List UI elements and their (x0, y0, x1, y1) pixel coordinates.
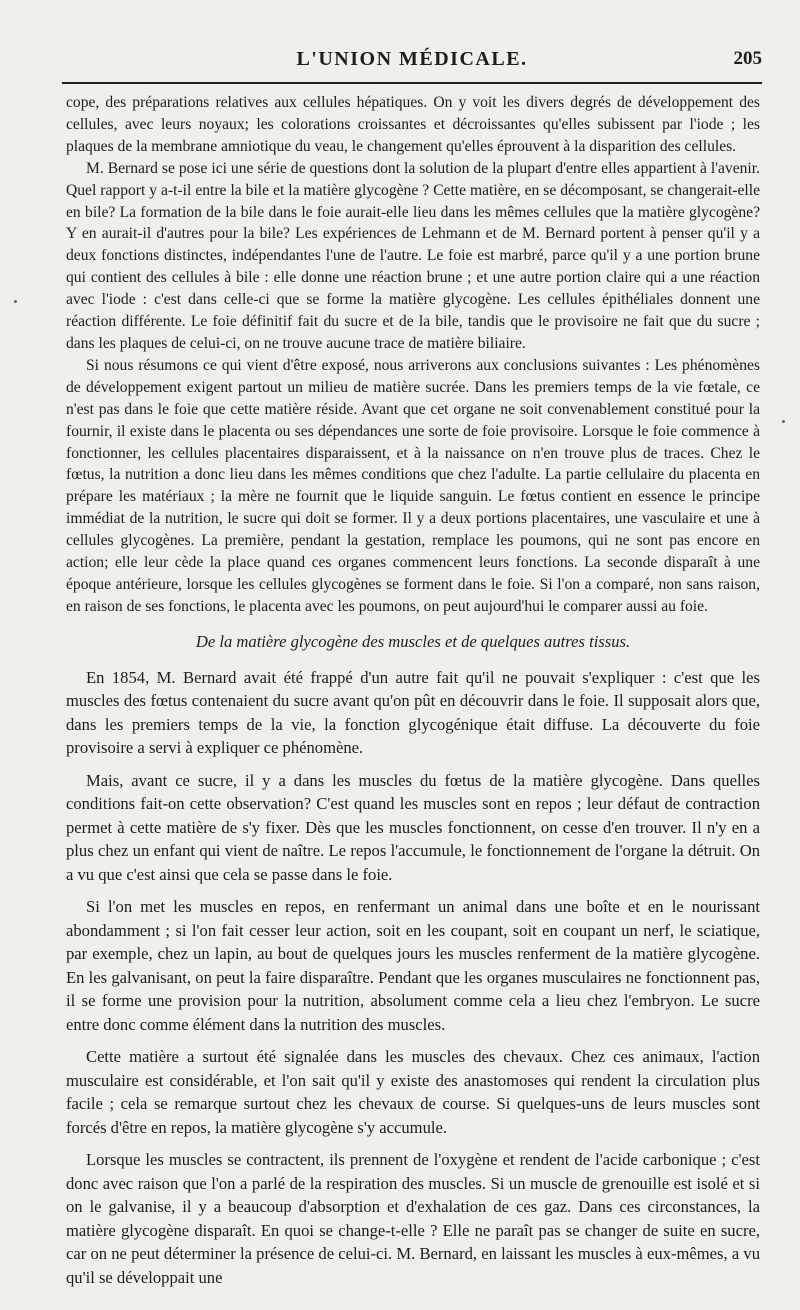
paragraph-muscles-en-repos: Si l'on met les muscles en repos, en renfermant un animal dans une boîte et en le nourissant abondamment ; si l'on fait cesser leur action, soit en les coupant, soit en coupant un nerf, le sciatique, par exemple, chez un lapin, au bout de quelques jours les muscles renferment de la matière glycogène. En les galvanisant, on peut la faire disparaître. Pendant que les organes musculaires ne fonctionnent pas, il se forme une provision pour la nutrition, absolument comme cela a lieu chez l'embryon. Le sucre entre donc comme élément dans la nutrition des muscles. (66, 897, 760, 1034)
paragraph-muscle-respiration: Lorsque les muscles se contractent, ils prennent de l'oxygène et rendent de l'acide carbonique ; c'est donc avec raison que l'on a parlé de la respiration des muscles. Si un muscle de grenouille est isolé et si on le galvanise, il y a beaucoup d'absorption et d'exhalation de ces gaz. Dans ces circonstances, la matière glycogène disparaît. En quoi se change-t-elle ? Elle ne paraît pas se changer de suite en sucre, car on ne peut déterminer la présence de celui-ci. M. Bernard, en laissant les muscles à eux-mêmes, a vu qu'il se développait une (66, 1150, 760, 1287)
paragraph-conclusions: Si nous résumons ce qui vient d'être exposé, nous arriverons aux conclusions suivantes : Les phénomènes de développement exigent partout un milieu de matière sucrée. Dans les premiers temps de la vie fœtale, ce n'est pas dans le foie que cette matière réside. Avant que cet organe ne soit convenablement constitué pour la fournir, il existe dans le placenta ou ses dépendances une sorte de foie provisoire. Lorsque le foie commence à fonctionner, les cellules placentaires disparaissent, et à la naissance on n'en trouve plus de traces. Chez le fœtus, la nutrition a donc lieu dans les mêmes conditions que chez l'adulte. La partie cellulaire du placenta en prépare les matériaux ; la mère ne fournit que le liquide sanguin. Le fœtus contient en essence le principe immédiat de la nutrition, le sucre qui doit se former. Il y a deux portions placentaires, une vasculaire et une à cellules glycogènes. La première, pendant la gestation, remplace les poumons, qui ne sont pas encore en action; elle leur cède la place quand ces organes commencent leurs fonctions. La seconde disparaît à une époque antérieure, lorsque les cellules glycogènes se forment dans le foie. Si l'on a comparé, non sans raison, en raison de ses fonctions, le placenta avec les poumons, on peut aujourd'hui le comparer aussi au foie. (66, 356, 760, 615)
paragraph-continued: cope, des préparations relatives aux cellules hépatiques. On y voit les divers degrés de développement des cellules, avec leurs noyaux; les colorations croissantes et décroissantes qu'elles subissent par l'iode ; les plaques de la membrane amniotique du veau, le changement qu'elles éprouvent à la disparition des cellules. (66, 94, 760, 155)
lower-section (66, 666, 760, 1290)
page-number: 205 (733, 48, 762, 69)
paper-speck (782, 420, 785, 423)
paragraph-1854: En 1854, M. Bernard avait été frappé d'un autre fait qu'il ne pouvait s'expliquer : c'est que les muscles des fœtus contenaient du sucre avant qu'on pût en découvrir dans le foie. Il supposait alors que, dans les premiers temps de la vie, la fonction glycogénique était diffuse. La découverte du foie provisoire a servi à expliquer ce phénomène. (66, 667, 760, 758)
paragraph-muscle-rest: Mais, avant ce sucre, il y a dans les muscles du fœtus de la matière glycogène. Dans quelles conditions fait-on cette observation? C'est quand les muscles sont en repos ; leur défaut de contraction permet à cette matière de s'y fixer. Dès que les muscles fonctionnent, on cesse d'en trouver. Il n'y en a plus chez un enfant qui vient de naître. Le repos l'accumule, le fonctionnement de l'organe la détruit. On a vu que c'est ainsi que cela se passe dans le foie. (66, 770, 760, 884)
upper-section (66, 92, 760, 618)
text-column (66, 92, 760, 1289)
paper-speck (14, 300, 17, 303)
header-rule (62, 82, 762, 84)
running-header (62, 42, 762, 76)
section-title: De la matière glycogène des muscles et de quelques autres tissus. (195, 631, 631, 651)
paragraph-bernard-questions: M. Bernard se pose ici une série de questions dont la solution de la plupart d'entre elles appartient à l'avenir. Quel rapport y a-t-il entre la bile et la matière glycogène ? Cette matière, en se décomposant, se changerait-elle en bile? La formation de la bile dans le foie aurait-elle lieu dans les mêmes cellules que la matière glycogène? Y en aurait-il d'autres pour la bile? Les expériences de Lehmann et de M. Bernard portent à penser qu'il y a deux fonctions distinctes, indépendantes l'une de l'autre. Le foie est marbré, parce qu'il y a une portion brune qui contient des cellules à bile : elle donne une réaction brune ; et une autre portion claire qui a une réaction avec l'iode : c'est dans celle-ci que se forme la matière glycogène. Les cellules épithéliales donnent une réaction différente. Le foie définitif fait du sucre et de la bile, tandis que le provisoire ne fait que du sucre ; dans les plaques de celui-ci, on ne trouve aucune trace de matière biliaire. (66, 159, 760, 352)
journal-title: L'UNION MÉDICALE. (296, 48, 528, 70)
paragraph-horses: Cette matière a surtout été signalée dans les muscles des chevaux. Chez ces animaux, l'action musculaire est considérable, et l'on sait qu'il y existe des anastomoses qui rendent la circulation plus facile ; cela se remarque surtout chez les chevaux de course. Si quelques-uns de leurs muscles sont forcés d'être en repos, la matière glycogène s'y accumule. (66, 1047, 760, 1137)
